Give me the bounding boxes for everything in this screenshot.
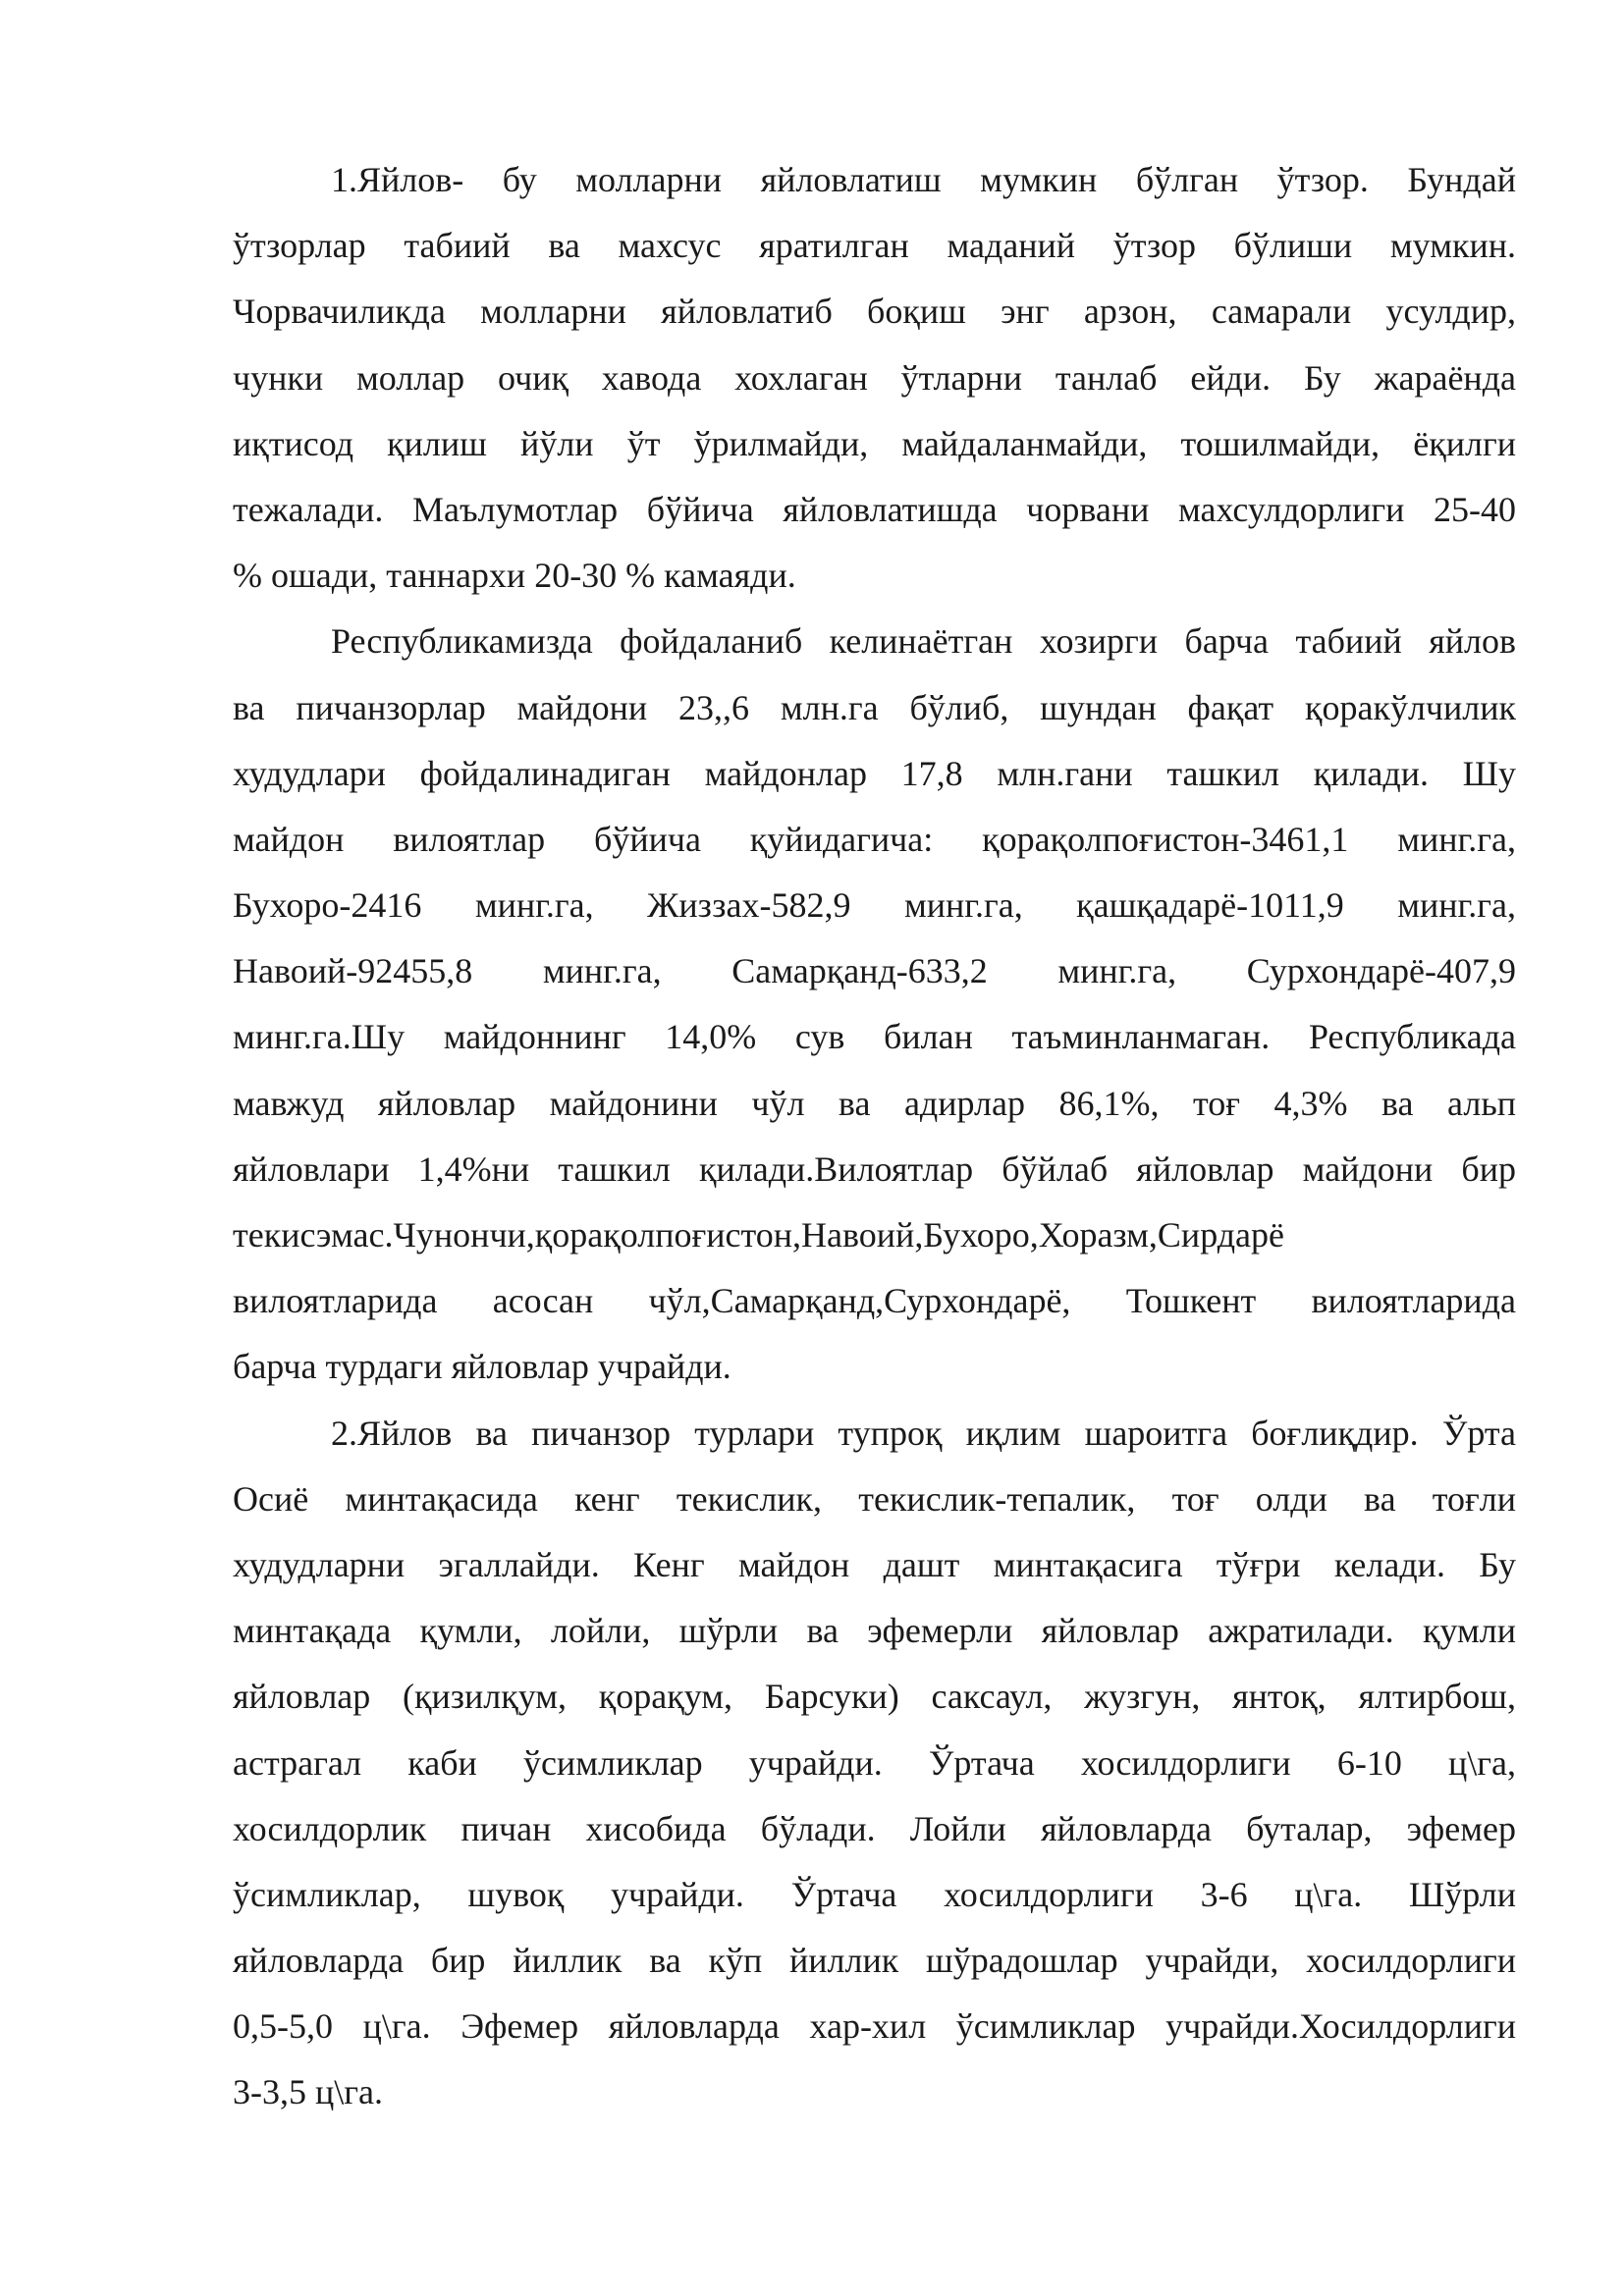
text-line: яйловларда бир йиллик ва кўп йиллик шўрадошлар учрайди, хосилдорлиги	[233, 1941, 1516, 1981]
text-line: текисэмас.Чунончи,қорақолпоғистон,Навоий,Бухоро,Хоразм,Сирдарё	[233, 1215, 1284, 1255]
text-line: Бухоро-2416 минг.га, Жиззах-582,9 минг.га, қашқадарё-1011,9 минг.га,	[233, 885, 1516, 926]
text-line: худудларни эгаллайди. Кенг майдон дашт минтақасига тўғри келади. Бу	[233, 1544, 1516, 1584]
text-line: яйловлар (қизилқум, қорақум, Барсуки) саксаул, жузгун, янтоқ, ялтирбош,	[233, 1677, 1516, 1717]
document-body	[233, 147, 1516, 2126]
text-line: вилоятларида асосан чўл,Самарқанд,Сурхондарё, Тошкент вилоятларида	[233, 1281, 1516, 1321]
text-line: 1.Яйлов- бу молларни яйловлатиш мумкин бўлган ўтзор. Бундай	[331, 160, 1516, 199]
text-line: 2.Яйлов ва пичанзор турлари тупроқ иқлим шароитга боғлиқдир. Ўрта	[331, 1413, 1516, 1453]
text-line: 0,5-5,0 ц\га. Эфемер яйловларда хар-хил ўсимликлар учрайди.Хосилдорлиги	[233, 2006, 1516, 2047]
text-line: Чорвачиликда молларни яйловлатиб боқиш энг арзон, самарали усулдир,	[233, 292, 1516, 332]
text-line: 3-3,5 ц\га.	[233, 2072, 383, 2112]
text-line: чунки моллар очиқ хавода хохлаган ўтларни танлаб ейди. Бу жараёнда	[233, 357, 1516, 398]
text-line: Республикамизда фойдаланиб келинаётган хозирги барча табиий яйлов	[331, 621, 1516, 662]
paragraph-3	[233, 1401, 1516, 2126]
text-line: астрагал каби ўсимликлар учрайди. Ўртача хосилдорлиги 6-10 ц\га,	[233, 1742, 1516, 1783]
text-line: мавжуд яйловлар майдонини чўл ва адирлар 86,1%, тоғ 4,3% ва альп	[233, 1083, 1516, 1123]
paragraph-2	[233, 609, 1516, 1400]
text-line: ўтзорлар табиий ва махсус яратилган маданий ўтзор бўлиши мумкин.	[233, 226, 1516, 266]
text-line: худудлари фойдалинадиган майдонлар 17,8 млн.гани ташкил қилади. Шу	[233, 753, 1516, 793]
text-line: майдон вилоятлар бўйича қуйидагича: қорақолпоғистон-3461,1 минг.га,	[233, 819, 1516, 859]
text-line: ўсимликлар, шувоқ учрайди. Ўртача хосилдорлиги 3-6 ц\га. Шўрли	[233, 1874, 1516, 1914]
text-line: минг.га.Шу майдоннинг 14,0% сув билан таъминланмаган. Республикада	[233, 1017, 1516, 1057]
text-line: % ошади, таннархи 20-30 % камаяди.	[233, 556, 796, 596]
text-line: тежалади. Маълумотлар бўйича яйловлатишда чорвани махсулдорлиги 25-40	[233, 489, 1516, 529]
text-line: ва пичанзорлар майдони 23,,6 млн.га бўлиб, шундан фақат қоракўлчилик	[233, 687, 1516, 727]
text-line: Осиё минтақасида кенг текислик, текислик-тепалик, тоғ олди ва тоғли	[233, 1478, 1516, 1519]
text-line: иқтисод қилиш йўли ўт ўрилмайди, майдаланмайди, тошилмайди, ёқилги	[233, 423, 1516, 463]
text-line: яйловлари 1,4%ни ташкил қилади.Вилоятлар бўйлаб яйловлар майдони бир	[233, 1148, 1516, 1189]
text-line: минтақада қумли, лойли, шўрли ва эфемерли яйловлар ажратилади. қумли	[233, 1611, 1516, 1651]
text-line: барча турдаги яйловлар учрайди.	[233, 1347, 731, 1387]
paragraph-1	[233, 147, 1516, 609]
text-line: Навоий-92455,8 минг.га, Самарқанд-633,2 минг.га, Сурхондарё-407,9	[233, 951, 1516, 991]
text-line: хосилдорлик пичан хисобида бўлади. Лойли яйловларда буталар, эфемер	[233, 1808, 1516, 1848]
